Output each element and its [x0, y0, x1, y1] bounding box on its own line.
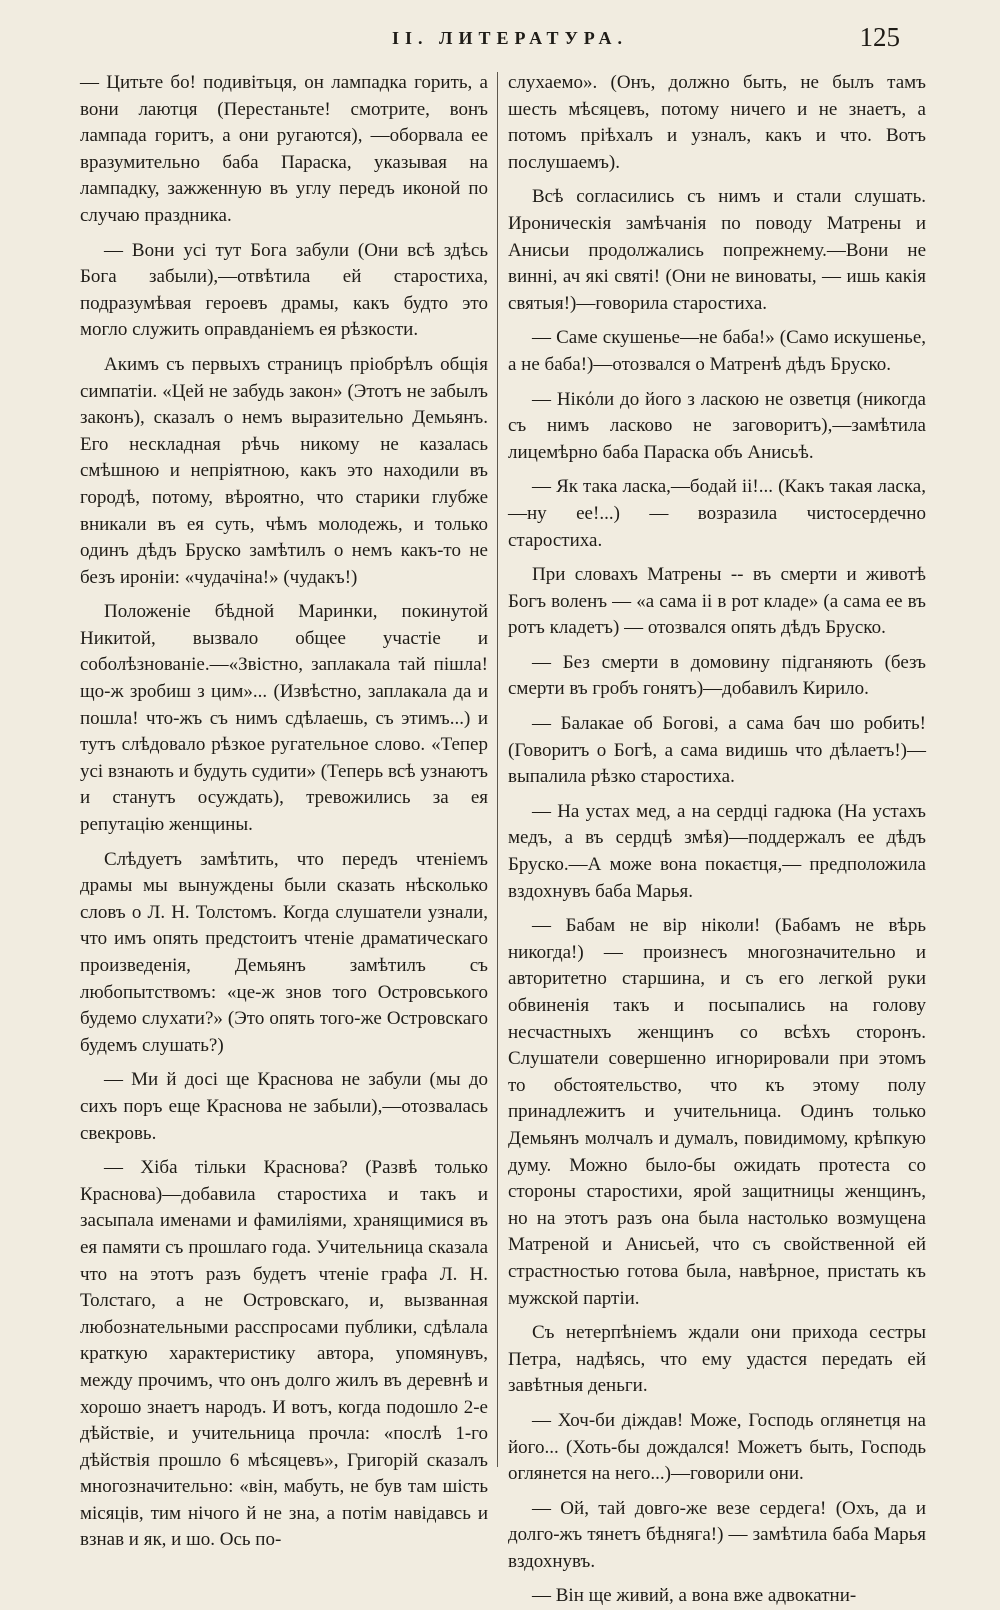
paragraph: — Саме скушенье—не баба!» (Само искушенье, а не баба!)—отозвался о Матренѣ дѣдъ Бруско. — [508, 327, 926, 375]
paragraph: Всѣ согласились съ нимъ и стали слушать. Ироническія замѣчанія по поводу Матрены и Анисьи продолжались попрежнему.—Вони не винні, ач які святі! (Они не виноваты, — ишь какія святыя!)—говорила старостиха. — [508, 186, 926, 314]
paragraph: — Ой, тай довго-же везе сердега! (Охъ, да и долго-жъ тянетъ бѣдняга!) — замѣтила баба Марья вздохнувъ. — [508, 1497, 926, 1572]
right-column — [508, 70, 926, 1607]
section-title: II. ЛИТЕРАТУРА. — [392, 28, 628, 48]
running-head — [0, 22, 1000, 58]
paragraph: Съ нетерпѣніемъ ждали они прихода сестры Петра, надѣясь, что ему удастся передать ей завѣтныя деньги. — [508, 1322, 926, 1397]
paragraph: — На устах мед, а на сердці гадюка (На устахъ медъ, а въ сердцѣ змѣя)—поддержалъ ее дѣдъ Бруско.—А може вона покаєтця,— предположила вздохнувъ баба Марья. — [508, 800, 926, 902]
paragraph: — Без смерти в домовину підганяють (безъ смерти въ гробъ гонятъ)—добавилъ Кирило. — [508, 651, 926, 700]
column-divider — [497, 72, 498, 1467]
paragraph: слухаемо». (Онъ, должно быть, не былъ тамъ шесть мѣсяцевъ, потому ничего и не знаетъ, а потомъ пріѣхалъ и узналъ, какъ и что. Вотъ послушаемъ). — [508, 72, 926, 173]
paragraph: — Ми й досі ще Краснова не забули (мы до сихъ поръ еще Краснова не забыли),—отозвалась свекровь. — [80, 1069, 488, 1144]
paragraph: — Бабам не вір ніколи! (Бабамъ не вѣрь никогда!) — произнесъ многозначительно и авторитетно старшина, и съ его легкой руки обвиненія такъ и посыпались на голову несчастныхъ женщинъ со всѣхъ сторонъ. Слушатели совершенно игнорировали при этомъ то обстоятельство, что къ этому полу принадлежитъ и учительница. Одинъ только Демьянъ молчалъ и думалъ, повидимому, крѣпкую думу. Можно было-бы ожидать протеста со стороны старостихи, ярой защитницы женщинъ, но на этотъ разъ она была настолько возмущена Матреной и Анисьей, что съ свойственной ей страстностью готова была, навѣрное, пристать къ мужской партіи. — [508, 915, 926, 1309]
paragraph: — Вони усі тут Бога забули (Они всѣ здѣсь Бога забыли),—отвѣтила ей старостиха, подразумѣвая героевъ драмы, какъ будто это могло служить оправданіемъ ея рѣзкости. — [80, 239, 488, 341]
paragraph: Положеніе бѣдной Маринки, покинутой Никитой, вызвало общее участіе и соболѣзнованіе.—«Звістно, заплакала тай пішла! що-ж зробиш з цим»... (Извѣстно, заплакала да и пошла! что-жъ съ нимъ сдѣлаешь, съ этимъ...) и тутъ слѣдовало рѣзкое ругательное слово. «Тепер усі взнають и будуть судити» (Теперь всѣ узнаютъ и станутъ осуждать), тревожились за ея репутацію женщины. — [80, 601, 488, 836]
left-column — [80, 70, 488, 1551]
paragraph: При словахъ Матрены -- въ смерти и животѣ Богъ воленъ — «а сама ii в рот кладе» (а сама ее въ ротъ кладетъ) — отозвался опять дѣдъ Бруско. — [508, 564, 926, 639]
paragraph: — Хоч-би діждав! Може, Господь оглянетця на його... (Хоть-бы дождался! Можетъ быть, Господь оглянется на него...)—говорили они. — [508, 1409, 926, 1485]
paragraph: Акимъ съ первыхъ страницъ пріобрѣлъ общія симпатіи. «Цей не забудь закон» (Этотъ не забылъ законъ), сказалъ о немъ выразительно Демьянъ. Его нескладная рѣчь никому не казалась смѣшною и непріятною, какъ это находили въ городѣ, потому, вѣроятно, что старики глубже вникали въ ея суть, чѣмъ молодежь, и только одинъ дѣдъ Бруско замѣтилъ о немъ какъ-то не безъ ироніи: «чудачіна!» (чудакъ!) — [80, 353, 488, 588]
paragraph: — Він ще живий, а вона вже адвокатни- — [532, 1585, 857, 1607]
paragraph: Слѣдуетъ замѣтить, что передъ чтеніемъ драмы мы вынуждены были сказать нѣсколько словъ о Л. Н. Толстомъ. Когда слушатели узнали, что имъ опять предстоитъ чтеніе драматическаго произведенія, Демьянъ замѣтилъ съ любопытствомъ: «це-ж знов того Островського будемо слухати?» (Это опять того-же Островскаго будемъ слушать?) — [80, 848, 488, 1056]
paragraph: — Нікόли до його з ласкою не озветця (никогда съ нимъ ласково не заговоритъ),—замѣтила лицемѣрно баба Параска объ Анисьѣ. — [508, 388, 926, 463]
paragraph: — Балакае об Богові, а сама бач шо робить! (Говоритъ о Богѣ, а сама видишь что дѣлаетъ!)—выпалила рѣзко старостиха. — [508, 713, 926, 788]
paragraph: — Цитьте бо! подивітьця, он лампадка горить, а вони лаютця (Перестаньте! смотрите, вонъ лампада горитъ, а они ругаются), —оборвала ее вразумительно баба Параска, указывая на лампадку, зажженную въ углу передъ иконой по случаю праздника. — [80, 72, 488, 226]
paragraph: — Як така ласка,—бодай ii!... (Какъ такая ласка,—ну ее!...) — возразила чистосердечно старостиха. — [508, 476, 926, 551]
page-number: 125 — [859, 22, 900, 52]
paragraph: — Хіба тільки Краснова? (Развѣ только Краснова)—добавила старостиха и такъ и засыпала именами и фамиліями, хранящимися въ ея памяти съ прошлаго года. Учительница сказала что на этотъ разъ будетъ чтеніе графа Л. Н. Толстаго, а не Островскаго, и, вызванная любознательными расспросами публики, сдѣлала краткую характеристику автора, упомянувъ, между прочимъ, что онъ долго жилъ въ деревнѣ и хорошо знаетъ народъ. И вотъ, когда подошло 2-е дѣйствіе, и учительница прочла: «послѣ 1-го дѣйствія прошло 6 мѣсяцевъ», Григорій сказалъ многозначительно: «він, мабуть, не був там шість місяців, тим нічого й не зна, а потім навідавсь и взнав и як, и шо. Ось по- — [80, 1157, 488, 1551]
